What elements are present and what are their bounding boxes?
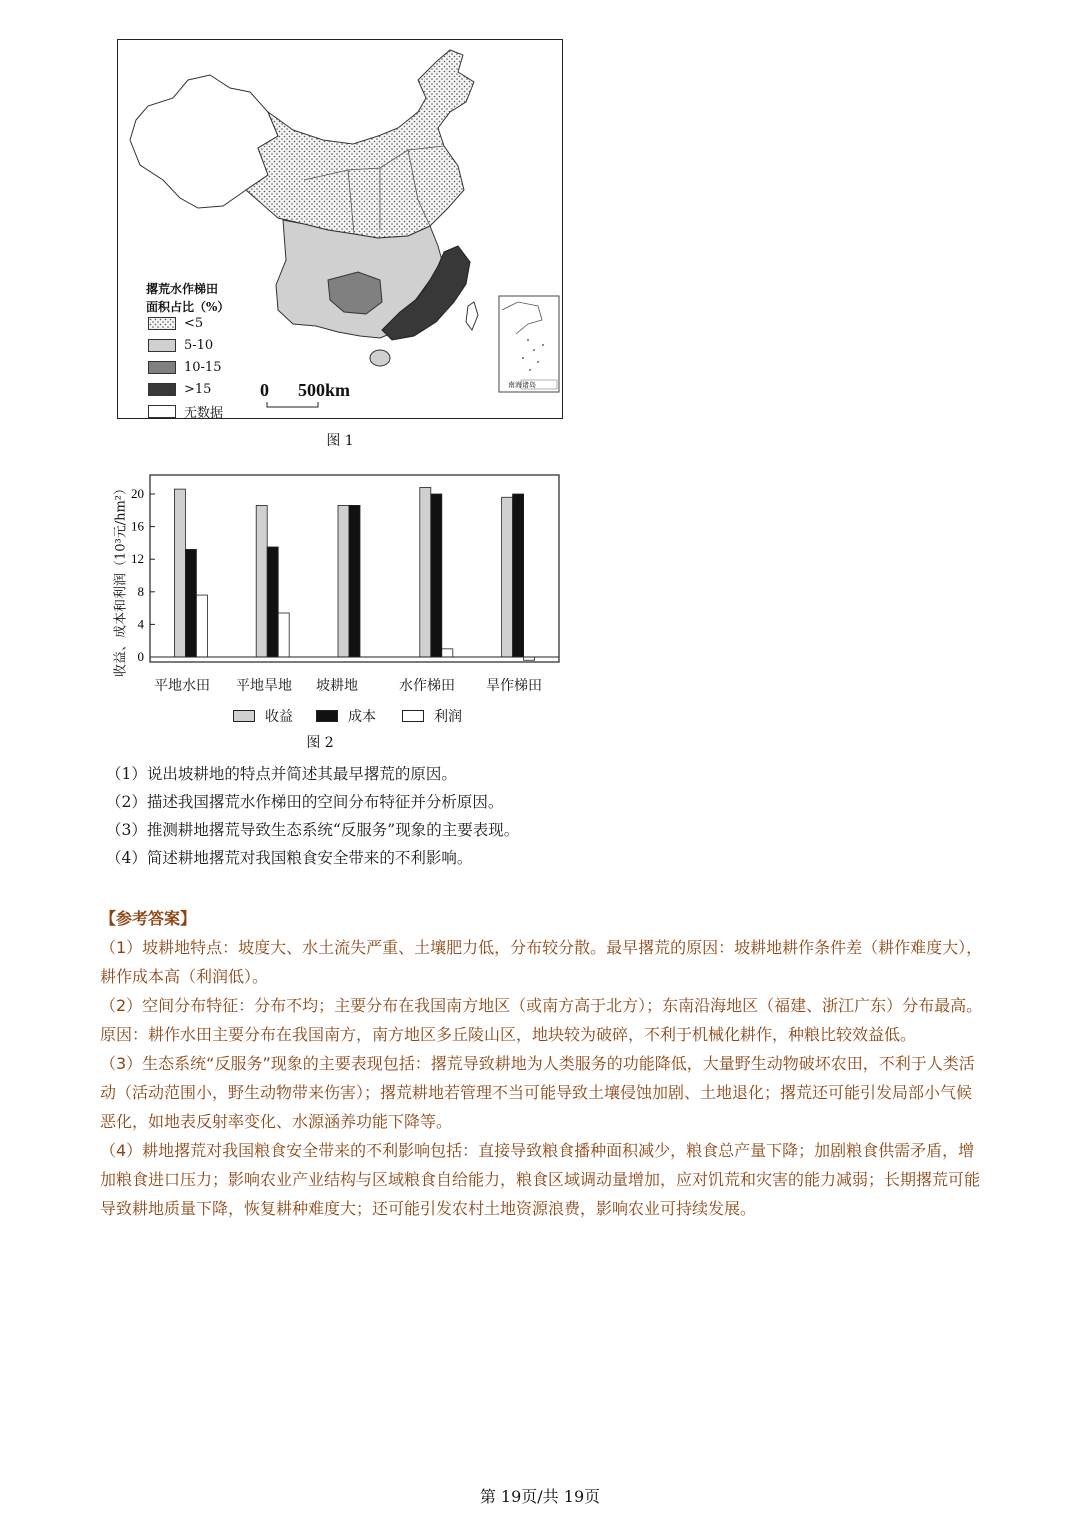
bar-收益-平地水田 <box>174 489 185 657</box>
category-label: 旱作梯田 <box>486 678 542 694</box>
south-china-sea-inset <box>499 296 559 392</box>
map-figure <box>117 39 563 419</box>
legend-profit: 利润 <box>402 706 462 726</box>
legend-item-nodata: 无数据 <box>148 403 223 419</box>
map-region-taiwan <box>466 302 478 330</box>
inset-label: 南海诸岛 <box>508 381 536 389</box>
answer-4: （4）耕地撂荒对我国粮食安全带来的不利影响包括：直接导致粮食播种面积减少，粮食总产量下降；加剧粮食供需矛盾，增加粮食进口压力；影响农业产业结构与区域粮食自给能力，粮食区域调动量增加，应对饥荒和灾害的能力减弱；长期撂荒可能导致耕地质量下降，恢复耕种难度大；还可能引发农村土地资源浪费，影响农业可持续发展。 <box>100 1141 981 1218</box>
figure2-caption: 图 2 <box>306 735 334 751</box>
y-axis-label: 收益、成本和利润（10³元/hm²） <box>113 481 129 678</box>
bar-收益-水作梯田 <box>420 487 431 657</box>
scale-zero: 0 <box>260 380 269 400</box>
answer-3: （3）生态系统“反服务”现象的主要表现包括：撂荒导致耕地为人类服务的功能降低，大量野生动物破坏农田，不利于人类活动（活动范围小，野生动物带来伤害）；撂荒耕地若管理不当可能导致土壤侵蚀加剧、土地退化；撂荒还可能引发局部小气候恶化，如地表反射率变化、水源涵养功能下降等。 <box>100 1054 975 1131</box>
y-tick-label: 12 <box>131 551 144 567</box>
y-tick-label: 16 <box>131 518 144 534</box>
category-label: 平地旱地 <box>236 678 292 694</box>
category-label: 坡耕地 <box>316 678 358 694</box>
bar-收益-平地旱地 <box>256 505 267 657</box>
category-label: 水作梯田 <box>399 678 455 694</box>
bar-成本-坡耕地 <box>349 505 360 657</box>
question-3: （3）推测耕地撂荒导致生态系统“反服务”现象的主要表现。 <box>106 821 520 839</box>
y-tick-label: 8 <box>137 583 144 599</box>
bar-成本-水作梯田 <box>431 494 442 657</box>
bar-成本-旱作梯田 <box>513 494 524 657</box>
bar-利润-水作梯田 <box>442 649 453 657</box>
legend-item-lt5: <5 <box>148 315 203 331</box>
figure1-caption: 图 1 <box>326 433 354 449</box>
scale-bar-line <box>267 402 318 407</box>
map-region-hainan <box>370 350 390 366</box>
legend-item-gt15: >15 <box>148 381 211 397</box>
map-region-north <box>246 50 474 238</box>
y-tick-label: 20 <box>131 486 144 501</box>
bar-成本-平地旱地 <box>267 547 278 657</box>
bar-收益-旱作梯田 <box>502 497 513 657</box>
bar-收益-坡耕地 <box>338 505 349 657</box>
bar-利润-平地旱地 <box>278 613 289 657</box>
bar-成本-平地水田 <box>185 549 196 657</box>
category-label: 平地水田 <box>154 678 210 694</box>
legend-revenue: 收益 <box>233 706 293 726</box>
question-4: （4）简述耕地撂荒对我国粮食安全带来的不利影响。 <box>106 849 473 867</box>
bar-chart <box>100 470 570 670</box>
y-tick-label: 4 <box>137 616 144 632</box>
legend-title: 撂荒水作梯田 面积占比（%） <box>146 282 230 314</box>
legend-item-5-10: 5-10 <box>148 337 213 353</box>
answer-2-reason: 原因：耕作水田主要分布在我国南方，南方地区多丘陵山区，地块较为破碎，不利于机械化耕作，种粮比较效益低。 <box>100 1025 917 1044</box>
answer-2: （2）空间分布特征：分布不均；主要分布在我国南方地区（或南方高于北方）；东南沿海地区（福建、浙江广东）分布最高。 <box>100 996 983 1015</box>
page-footer: 第 19页/共 19页 <box>479 1487 601 1506</box>
question-1: （1）说出坡耕地的特点并简述其最早撂荒的原因。 <box>106 765 457 783</box>
legend-item-10-15: 10-15 <box>148 359 221 375</box>
y-tick-label: 0 <box>137 649 144 664</box>
answer-heading: 【参考答案】 <box>100 909 197 928</box>
answer-1: （1）坡耕地特点：坡度大、水土流失严重、土壤肥力低，分布较分散。最早撂荒的原因：坡耕地耕作条件差（耕作难度大），耕作成本高（利润低）。 <box>100 938 983 986</box>
question-2: （2）描述我国撂荒水作梯田的空间分布特征并分析原因。 <box>106 793 504 811</box>
answer-section <box>100 904 986 1223</box>
scale-distance: 500km <box>298 380 351 400</box>
bar-利润-平地水田 <box>196 595 207 657</box>
y-axis-label-wrap <box>104 480 134 690</box>
legend-cost: 成本 <box>316 706 376 726</box>
